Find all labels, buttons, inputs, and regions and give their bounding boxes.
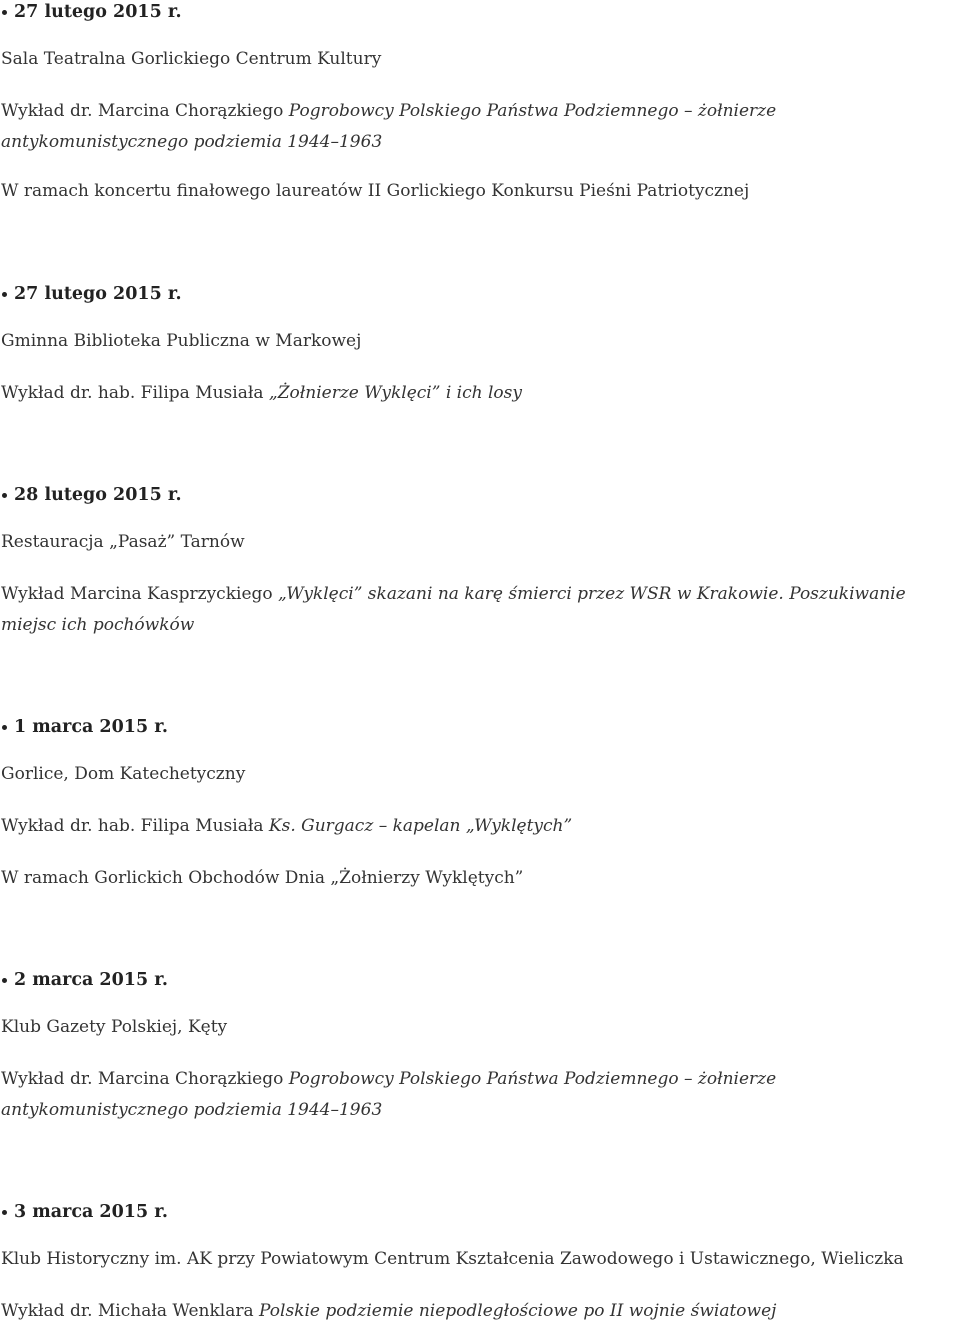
lecture-prefix: Wykład dr. Marcina Chorązkiego xyxy=(1,1069,289,1089)
event-place: Sala Teatralna Gorlickiego Centrum Kultury xyxy=(1,49,382,69)
lecture-title: „Żołnierze Wyklęci” i ich losy xyxy=(268,383,522,403)
event-place: Klub Gazety Polskiej, Kęty xyxy=(1,1017,228,1037)
event-date xyxy=(0,483,958,507)
event-6 xyxy=(0,1200,958,1321)
event-1 xyxy=(0,0,958,201)
lecture-title: Polskie podziemie niepodległościowe po II wojnie światowej xyxy=(259,1301,777,1321)
lecture-prefix: Wykład dr. Michała Wenklara xyxy=(1,1301,260,1321)
event-date xyxy=(0,0,958,24)
event-date-text: 27 lutego 2015 r. xyxy=(14,2,182,22)
bullet-icon xyxy=(2,978,7,983)
lecture-prefix: Wykład dr. hab. Filipa Musiała xyxy=(1,383,269,403)
event-date-text: 3 marca 2015 r. xyxy=(14,1202,168,1222)
bullet-icon xyxy=(2,292,7,297)
bullet-icon xyxy=(2,725,7,730)
event-date xyxy=(0,1200,958,1224)
event-lecture xyxy=(1,96,956,158)
event-place: Gorlice, Dom Katechetyczny xyxy=(1,764,246,784)
event-note: W ramach Gorlickich Obchodów Dnia „Żołnierzy Wyklętych” xyxy=(1,868,524,888)
event-place: Klub Historyczny im. AK przy Powiatowym Centrum Kształcenia Zawodowego i Ustawicznego, Wieliczka xyxy=(1,1249,904,1269)
event-2 xyxy=(0,282,958,403)
event-date-text: 27 lutego 2015 r. xyxy=(14,284,182,304)
bullet-icon xyxy=(2,10,7,15)
event-note: W ramach koncertu finałowego laureatów II Gorlickiego Konkursu Pieśni Patriotycznej xyxy=(1,181,750,201)
lecture-prefix: Wykład dr. Marcina Chorązkiego xyxy=(1,101,289,121)
event-date xyxy=(0,282,958,306)
lecture-prefix: Wykład Marcina Kasprzyckiego xyxy=(1,584,279,604)
event-5 xyxy=(0,968,958,1120)
event-date xyxy=(0,715,958,739)
lecture-title: Ks. Gurgacz – kapelan „Wyklętych” xyxy=(268,816,573,836)
event-date xyxy=(0,968,958,992)
lecture-title: Pogrobowcy Polskiego Państwa Podziemnego – żołnierze antykomunistycznego podziemia 1944–1963 xyxy=(1,1069,777,1120)
event-place: Restauracja „Pasaż” Tarnów xyxy=(1,532,245,552)
lecture-prefix: Wykład dr. hab. Filipa Musiała xyxy=(1,816,269,836)
event-lecture xyxy=(1,378,956,409)
event-lecture xyxy=(1,579,956,641)
bullet-icon xyxy=(2,493,7,498)
event-date-text: 28 lutego 2015 r. xyxy=(14,485,182,505)
event-place: Gminna Biblioteka Publiczna w Markowej xyxy=(1,331,362,351)
lecture-title: „Wyklęci” skazani na karę śmierci przez WSR w Krakowie. Poszukiwanie miejsc ich pochówków xyxy=(1,584,906,635)
bullet-icon xyxy=(2,1210,7,1215)
event-date-text: 1 marca 2015 r. xyxy=(14,717,168,737)
event-lecture xyxy=(1,1064,956,1126)
event-lecture xyxy=(1,1296,956,1327)
event-lecture xyxy=(1,811,956,842)
event-4 xyxy=(0,715,958,888)
event-3 xyxy=(0,483,958,635)
event-date-text: 2 marca 2015 r. xyxy=(14,970,168,990)
lecture-title: Pogrobowcy Polskiego Państwa Podziemnego – żołnierze antykomunistycznego podziemia 1944–1963 xyxy=(1,101,777,152)
